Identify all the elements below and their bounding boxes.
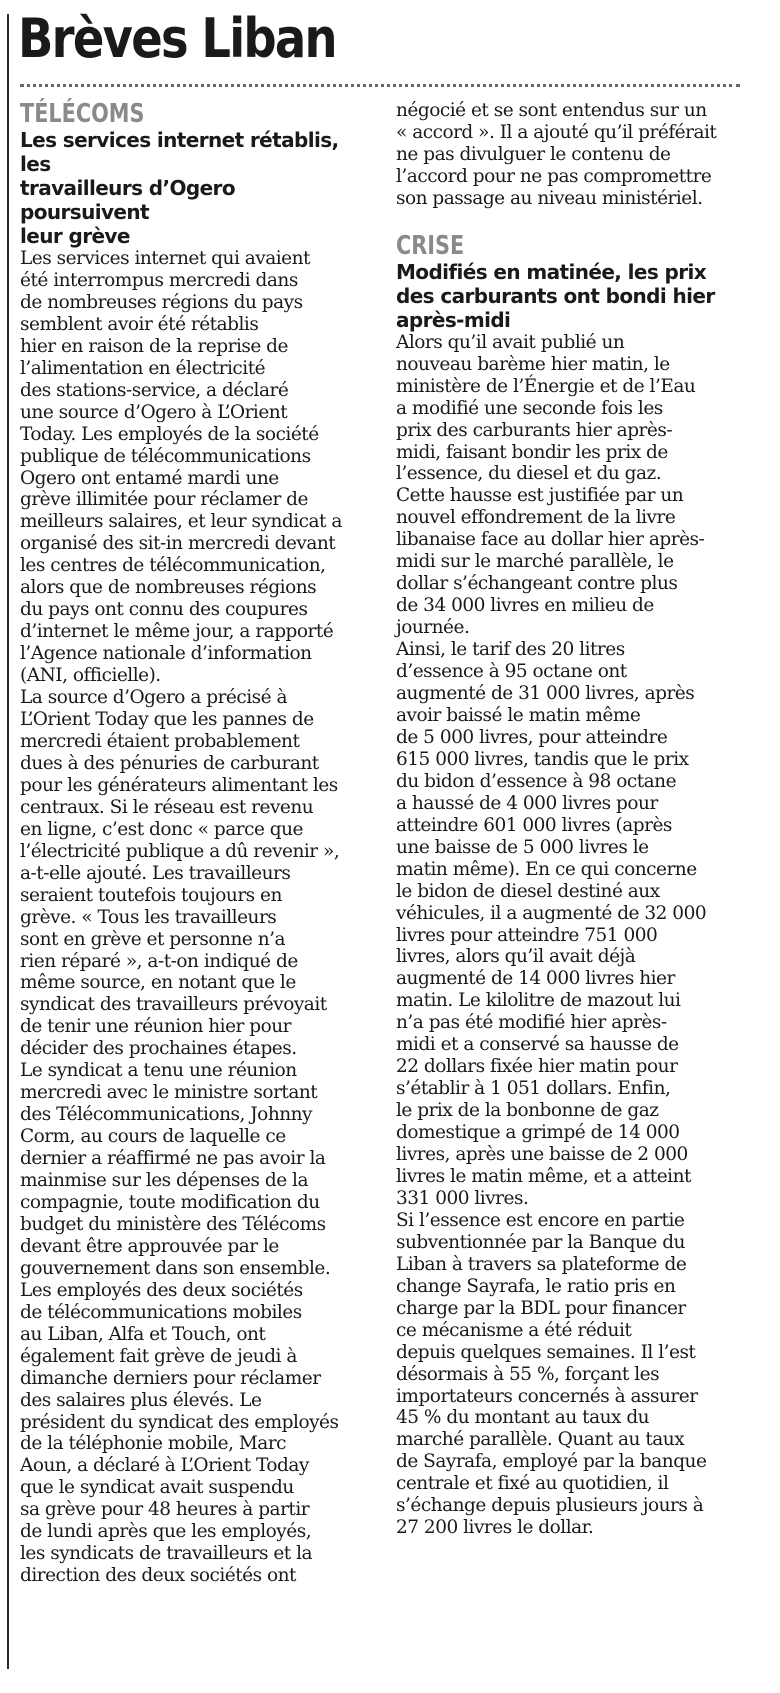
article-body-continued — [396, 100, 738, 210]
body-line: mercredi avec le ministre sortant — [20, 1082, 318, 1104]
body-line: Les employés des deux sociétés — [20, 1279, 303, 1301]
body-line: avoir baissé le matin même — [396, 704, 641, 726]
headline-line: Les services internet rétablis, les — [20, 128, 339, 176]
body-line: rien réparé », a-t-on indiqué de — [20, 950, 298, 972]
body-line: domestique a grimpé de 14 000 — [396, 1122, 680, 1144]
body-line: midi et a conservé sa hausse de — [396, 1034, 679, 1056]
body-line: nouveau barème hier matin, le — [396, 353, 670, 375]
article-headline — [396, 260, 738, 332]
body-line: décider des prochaines étapes. — [20, 1038, 297, 1060]
body-line: Cette hausse est justifiée par un — [396, 485, 684, 507]
body-line: livres pour atteindre 751 000 — [396, 924, 658, 946]
body-line: L’Orient Today que les pannes de — [20, 709, 314, 731]
article-kicker: CRISE — [396, 230, 465, 261]
body-line: dues à des pénuries de carburant — [20, 752, 319, 774]
body-line: négocié et se sont entendus sur un — [396, 100, 707, 121]
body-line: alors que de nombreuses régions — [20, 577, 317, 599]
body-line: Corm, au cours de laquelle ce — [20, 1126, 286, 1148]
body-line: ce mécanisme a été réduit — [396, 1319, 632, 1341]
body-line: les syndicats de travailleurs et la — [20, 1543, 313, 1565]
body-line: l’Agence nationale d’information — [20, 643, 312, 665]
body-line: libanaise face au dollar hier après- — [396, 529, 705, 551]
body-line: au Liban, Alfa et Touch, ont — [20, 1323, 266, 1345]
body-line: des salaires plus élevés. Le — [20, 1389, 262, 1411]
body-line: du bidon d’essence à 98 octane — [396, 770, 677, 792]
body-line: de tenir une réunion hier pour — [20, 1016, 291, 1038]
body-line: organisé des sit-in mercredi devant — [20, 533, 336, 555]
headline-line: travailleurs d’Ogero poursuivent — [20, 176, 235, 224]
body-line: meilleurs salaires, et leur syndicat a — [20, 511, 342, 533]
body-line: grève illimitée pour réclamer de — [20, 489, 308, 511]
body-line: Liban à travers sa plateforme de — [396, 1253, 687, 1275]
body-line: 27 200 livres le dollar. — [396, 1517, 594, 1539]
body-line: nouvel effondrement de la livre — [396, 507, 676, 529]
body-line: de 5 000 livres, pour atteindre — [396, 726, 668, 748]
body-line: semblent avoir été rétablis — [20, 313, 259, 335]
body-line: depuis quelques semaines. Il l’est — [396, 1341, 696, 1363]
body-line: du pays ont connu des coupures — [20, 599, 308, 621]
body-line: mercredi étaient probablement — [20, 730, 300, 752]
body-line: de nombreuses régions du pays — [20, 291, 303, 313]
left-column-rule — [7, 14, 9, 1669]
body-line: 331 000 livres. — [396, 1187, 529, 1209]
body-line: centrale et fixé au quotidien, il — [396, 1473, 669, 1495]
body-line: pour les générateurs alimentant les — [20, 774, 338, 796]
body-line: matin même). En ce qui concerne — [396, 858, 697, 880]
headline-line: des carburants ont bondi hier — [396, 283, 715, 308]
body-line: livres, après une baisse de 2 000 — [396, 1144, 688, 1166]
body-line: dimanche derniers pour réclamer — [20, 1367, 321, 1389]
body-line: Ogero ont entamé mardi une — [20, 467, 279, 489]
body-line: l’essence, du diesel et du gaz. — [396, 463, 662, 485]
body-line: même source, en notant que le — [20, 972, 296, 994]
body-line: de Sayrafa, employé par la banque — [396, 1451, 707, 1473]
body-line: devant être approuvée par le — [20, 1235, 279, 1257]
body-line: sont en grève et personne n’a — [20, 928, 286, 950]
body-line: son passage au niveau ministériel. — [396, 187, 703, 209]
body-line: été interrompus mercredi dans — [20, 269, 298, 291]
body-line: midi sur le marché parallèle, le — [396, 551, 674, 573]
body-line: que le syndicat avait suspendu — [20, 1477, 294, 1499]
headline-line: après-midi — [396, 307, 511, 332]
body-line: des stations-service, a déclaré — [20, 379, 289, 401]
body-line: matin. Le kilolitre de mazout lui — [396, 990, 681, 1012]
body-line: subventionnée par la Banque du — [396, 1231, 685, 1253]
article-headline — [20, 128, 362, 248]
article-kicker: TÉLÉCOMS — [20, 99, 145, 129]
body-line: Alors qu’il avait publié un — [396, 331, 625, 353]
body-line: change Sayrafa, le ratio pris en — [396, 1275, 676, 1297]
body-line: sa grève pour 48 heures à partir — [20, 1499, 310, 1521]
body-line: La source d’Ogero a précisé à — [20, 687, 287, 709]
body-line: atteindre 601 000 livres (après — [396, 814, 672, 836]
body-line: ministère de l’Énergie et de l’Eau — [396, 375, 696, 397]
column-left — [20, 100, 362, 1587]
body-line: hier en raison de la reprise de — [20, 335, 288, 357]
dotted-separator — [20, 84, 740, 87]
body-line: charge par la BDL pour financer — [396, 1297, 686, 1319]
headline-line: leur grève — [20, 224, 130, 248]
body-line: également fait grève de jeudi à — [20, 1345, 297, 1367]
body-line: marché parallèle. Quant au taux — [396, 1429, 685, 1451]
body-line: Today. Les employés de la société — [20, 423, 319, 445]
body-line: augmenté de 14 000 livres hier — [396, 968, 675, 990]
body-line: Les services internet qui avaient — [20, 248, 310, 269]
body-line: dollar s’échangeant contre plus — [396, 573, 678, 595]
body-line: une source d’Ogero à L’Orient — [20, 401, 288, 423]
body-line: publique de télécommunications — [20, 445, 311, 467]
body-line: s’échange depuis plusieurs jours à — [396, 1495, 704, 1517]
body-line: journée. — [396, 617, 470, 639]
body-line: président du syndicat des employés — [20, 1411, 339, 1433]
body-line: n’a pas été modifié hier après- — [396, 1012, 667, 1034]
body-line: syndicat des travailleurs prévoyait — [20, 994, 327, 1016]
body-line: a modifié une seconde fois les — [396, 397, 663, 419]
body-line: (ANI, officielle). — [20, 665, 161, 687]
body-line: midi, faisant bondir les prix de — [396, 441, 668, 463]
body-line: Aoun, a déclaré à L’Orient Today — [20, 1455, 309, 1477]
body-line: les centres de télécommunication, — [20, 555, 326, 577]
article-gap — [396, 210, 738, 232]
body-line: d’essence à 95 octane ont — [396, 661, 627, 683]
body-line: l’électricité publique a dû revenir », — [20, 840, 340, 862]
body-line: a haussé de 4 000 livres pour — [396, 792, 658, 814]
body-line: budget du ministère des Télécoms — [20, 1213, 326, 1235]
body-line: prix des carburants hier après- — [396, 419, 673, 441]
body-line: direction des deux sociétés ont — [20, 1565, 296, 1587]
column-right — [396, 100, 738, 1539]
body-line: 45 % du montant au taux du — [396, 1407, 650, 1429]
body-line: de télécommunications mobiles — [20, 1301, 302, 1323]
body-line: grève. « Tous les travailleurs — [20, 906, 277, 928]
body-line: des Télécommunications, Johnny — [20, 1104, 313, 1126]
body-line: centraux. Si le réseau est revenu — [20, 796, 314, 818]
body-line: compagnie, toute modification du — [20, 1191, 320, 1213]
body-line: gouvernement dans son ensemble. — [20, 1257, 331, 1279]
page-title: Brèves Liban — [18, 7, 336, 70]
body-line: Le syndicat a tenu une réunion — [20, 1060, 297, 1082]
body-line: Ainsi, le tarif des 20 litres — [396, 639, 625, 661]
body-line: une baisse de 5 000 livres le — [396, 836, 649, 858]
body-line: de 34 000 livres en milieu de — [396, 595, 654, 617]
body-line: mainmise sur les dépenses de la — [20, 1170, 308, 1192]
body-line: en ligne, c’est donc « parce que — [20, 818, 303, 840]
body-line: 22 dollars fixée hier matin pour — [396, 1056, 678, 1078]
body-line: le prix de la bonbonne de gaz — [396, 1100, 659, 1122]
body-line: dernier a réaffirmé ne pas avoir la — [20, 1148, 326, 1170]
body-line: Si l’essence est encore en partie — [396, 1209, 685, 1231]
body-line: « accord ». Il a ajouté qu’il préférait — [396, 121, 717, 143]
article-body — [20, 248, 362, 1587]
body-line: augmenté de 31 000 livres, après — [396, 683, 695, 705]
body-line: le bidon de diesel destiné aux — [396, 880, 660, 902]
body-line: ne pas divulguer le contenu de — [396, 143, 671, 165]
body-line: d’internet le même jour, a rapporté — [20, 621, 334, 643]
body-line: importateurs concernés à assurer — [396, 1385, 698, 1407]
body-line: 615 000 livres, tandis que le prix — [396, 748, 689, 770]
body-line: de lundi après que les employés, — [20, 1521, 312, 1543]
body-line: s’établir à 1 051 dollars. Enfin, — [396, 1078, 671, 1100]
body-line: livres le matin même, et a atteint — [396, 1165, 691, 1187]
body-line: l’accord pour ne pas compromettre — [396, 165, 712, 187]
body-line: désormais à 55 %, forçant les — [396, 1363, 660, 1385]
headline-line: Modifiés en matinée, les prix — [396, 259, 707, 284]
body-line: l’alimentation en électricité — [20, 357, 266, 379]
body-line: livres, alors qu’il avait déjà — [396, 946, 636, 968]
body-line: seraient toutefois toujours en — [20, 884, 282, 906]
article-crise — [396, 232, 738, 1539]
body-line: de la téléphonie mobile, Marc — [20, 1433, 287, 1455]
body-line: véhicules, il a augmenté de 32 000 — [396, 902, 707, 924]
article-telecoms — [20, 100, 362, 1587]
article-body — [396, 332, 738, 1539]
body-line: a-t-elle ajouté. Les travailleurs — [20, 862, 291, 884]
